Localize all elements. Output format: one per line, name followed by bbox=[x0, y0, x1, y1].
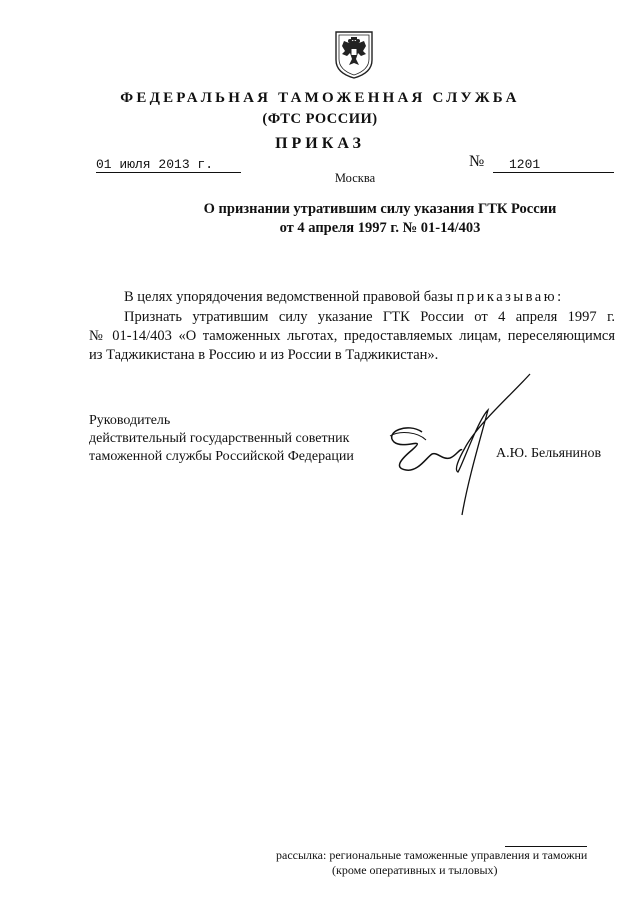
handwritten-signature bbox=[370, 370, 550, 520]
agency-name: ФЕДЕРАЛЬНАЯ ТАМОЖЕННАЯ СЛУЖБА bbox=[120, 90, 520, 106]
distribution-line2: (кроме оперативных и тыловых) bbox=[332, 863, 498, 877]
order-title-line2: от 4 апреля 1997 г. № 01-14/403 bbox=[279, 220, 481, 236]
order-word: приказываю: bbox=[456, 289, 564, 305]
agency-abbreviation: (ФТС РОССИИ) bbox=[262, 111, 378, 127]
signer-name: А.Ю. Бельянинов bbox=[496, 446, 602, 461]
order-number: 1201 bbox=[493, 157, 614, 173]
intro-prefix: В целях упорядочения ведомственной правовой базы bbox=[124, 289, 454, 305]
distribution-divider bbox=[505, 846, 587, 847]
signer-title-3: таможенной службы Российской Федерации bbox=[89, 449, 354, 464]
intro-text bbox=[124, 289, 564, 306]
document-type: ПРИКАЗ bbox=[275, 135, 365, 152]
order-date: 01 июля 2013 г. bbox=[96, 157, 241, 173]
number-sign: № bbox=[469, 153, 485, 170]
body-line2: № 01-14/403 «О таможенных льготах, предоставляемых лицам, переселяющимся bbox=[89, 328, 615, 344]
body-line1: Признать утратившим силу указание ГТК России от 4 апреля 1997 г. bbox=[124, 309, 615, 325]
coat-of-arms-icon bbox=[333, 26, 375, 80]
signer-title-2: действительный государственный советник bbox=[89, 431, 350, 446]
order-title-line1: О признании утратившим силу указания ГТК России bbox=[203, 201, 557, 217]
distribution-line1: рассылка: региональные таможенные управления и таможни bbox=[276, 848, 588, 862]
signer-title-1: Руководитель bbox=[89, 413, 171, 428]
body-line3: из Таджикистана в Россию и из России в Таджикистан». bbox=[89, 347, 439, 363]
city: Москва bbox=[334, 171, 376, 185]
